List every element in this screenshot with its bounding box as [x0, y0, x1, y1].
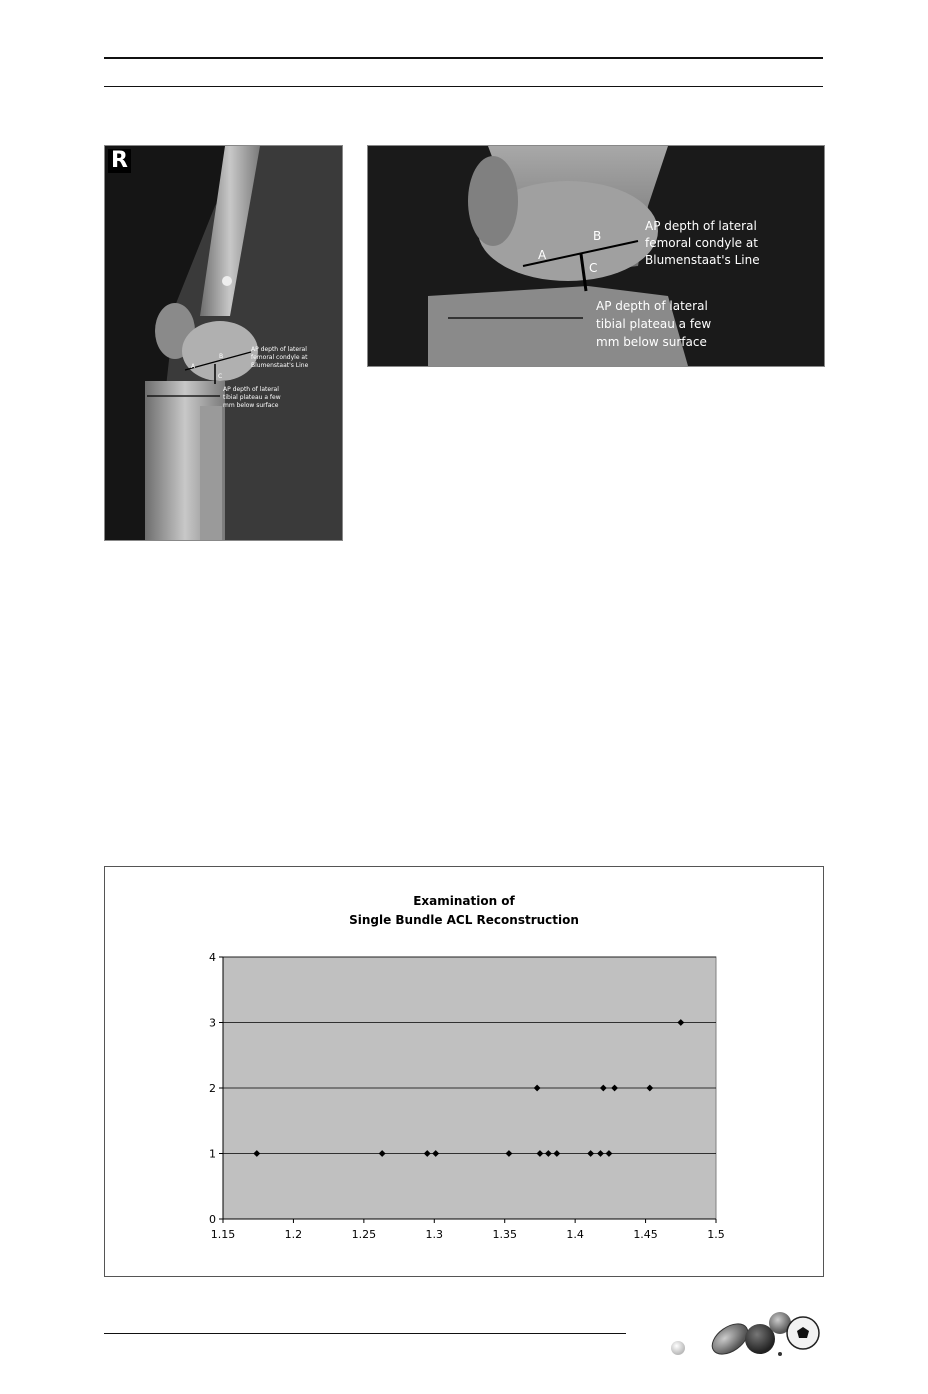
golf-ball-icon [671, 1341, 685, 1355]
label-c: C [589, 261, 598, 275]
knee-xray-right-drawing [368, 146, 824, 366]
x-tick-label: 1.25 [351, 1228, 377, 1241]
x-tick-label: 1.2 [284, 1228, 303, 1241]
tibial-label-line2: tibial plateau a few [223, 394, 281, 401]
x-tick-label: 1.35 [492, 1228, 517, 1241]
tibial-label-line3: mm below surface [223, 402, 279, 409]
femoral-label-line3: Blumenstaat's Line [251, 362, 309, 369]
y-tick-label: 3 [209, 1016, 216, 1030]
sports-balls-logo [660, 1306, 830, 1366]
knee-xray-left-drawing [105, 146, 342, 540]
knee-xray-magnified [367, 145, 825, 367]
label-a: A [191, 363, 196, 370]
femoral-label-line1: AP depth of lateral [645, 219, 757, 233]
x-tick-label: 1.3 [425, 1228, 444, 1241]
tibial-label-line2: tibial plateau a few [596, 317, 712, 331]
x-tick-label: 1.45 [633, 1228, 658, 1241]
chart-title-line1: Examination of [413, 894, 515, 908]
scatter-chart [104, 866, 824, 1277]
label-b: B [593, 229, 602, 243]
y-tick-label: 1 [209, 1147, 216, 1161]
label-b: B [219, 353, 224, 360]
chart-title-line2: Single Bundle ACL Reconstruction [349, 913, 579, 927]
femoral-label-line3: Blumenstaat's Line [645, 253, 760, 267]
header-rule-bottom [104, 86, 823, 87]
label-c: C [218, 373, 223, 380]
tibial-label-line1: AP depth of lateral [596, 299, 708, 313]
y-tick-label: 4 [209, 951, 216, 964]
x-tick-label: 1.4 [566, 1228, 584, 1241]
scatter-chart-svg [105, 867, 823, 1276]
side-marker-badge: R [108, 149, 131, 173]
y-tick-label: 0 [209, 1213, 216, 1226]
femoral-label-line2: femoral condyle at [251, 354, 308, 361]
tibial-label-line3: mm below surface [596, 335, 707, 349]
tibial-label-line1: AP depth of lateral [223, 386, 279, 393]
femoral-label-line2: femoral condyle at [645, 236, 758, 250]
x-tick-label: 1.15 [210, 1228, 236, 1241]
x-tick-label: 1.5 [707, 1228, 725, 1241]
femoral-label-line1: AP depth of lateral [251, 346, 307, 353]
footer-rule [104, 1333, 626, 1334]
y-tick-label: 2 [209, 1082, 216, 1095]
label-a: A [538, 248, 547, 262]
header-rule-top [104, 57, 823, 59]
knee-xray-full-lateral [104, 145, 343, 541]
